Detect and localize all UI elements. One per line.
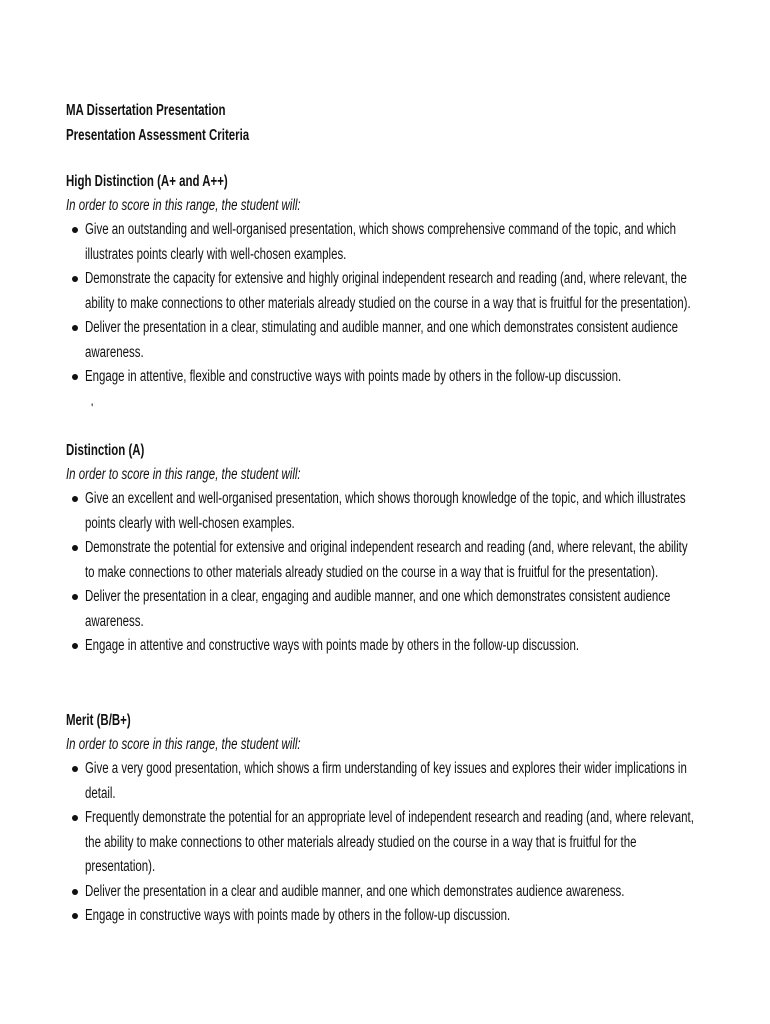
section-merit [66, 709, 746, 929]
list-item [66, 218, 746, 267]
list-item [66, 365, 746, 390]
bullet-icon [72, 276, 78, 282]
section-heading: Merit (B/B+) [66, 712, 131, 729]
section-intro: In order to score in this range, the student will: [66, 197, 301, 214]
section-heading: Distinction (A) [66, 442, 145, 459]
list-item-text: Give an excellent and well-organised presentation, which shows thorough knowledge of the topic, and which illustrates points clearly with well-chosen examples. [85, 490, 686, 532]
list-item [66, 634, 746, 659]
list-item [66, 487, 746, 536]
list-item-text: Deliver the presentation in a clear, stimulating and audible manner, and one which demonstrates consistent audience awareness. [85, 319, 678, 361]
section-high-distinction [66, 170, 746, 390]
list-item [66, 904, 746, 929]
list-item-text: Frequently demonstrate the potential for an appropriate level of independent research and reading (and, where relevant, the ability to make connections to other materials already studied on the course in a way that is fruitful for the presentation). [85, 809, 694, 875]
stray-mark: ' [91, 401, 94, 415]
list-item [66, 316, 746, 365]
list-item [66, 880, 746, 905]
document-header [66, 98, 726, 148]
bullet-icon [72, 766, 78, 772]
list-item [66, 806, 746, 880]
list-item-text: Give a very good presentation, which shows a firm understanding of key issues and explores their wider implications in detail. [85, 760, 687, 802]
list-item-text: Engage in constructive ways with points made by others in the follow-up discussion. [85, 907, 511, 924]
bullet-icon [72, 545, 78, 551]
list-item [66, 757, 746, 806]
list-item [66, 536, 746, 585]
section-intro: In order to score in this range, the student will: [66, 466, 301, 483]
criteria-list [66, 218, 746, 390]
list-item-text: Deliver the presentation in a clear and audible manner, and one which demonstrates audience awareness. [85, 882, 625, 900]
list-item-text: Demonstrate the capacity for extensive and highly original independent research and reading (and, where relevant, the ability to make connections to other materials already studied on the course in a way that is fruitful for the presentation). [85, 270, 691, 312]
document-subtitle: Presentation Assessment Criteria [66, 127, 250, 144]
bullet-icon [72, 325, 78, 331]
criteria-list [66, 757, 746, 929]
list-item-text: Engage in attentive, flexible and constructive ways with points made by others in the follow-up discussion. [85, 368, 622, 385]
bullet-icon [72, 815, 78, 821]
list-item-text: Engage in attentive and constructive ways with points made by others in the follow-up discussion. [85, 637, 580, 654]
bullet-icon [72, 594, 78, 600]
section-distinction [66, 439, 746, 659]
bullet-icon [72, 227, 78, 233]
list-item-text: Deliver the presentation in a clear, engaging and audible manner, and one which demonstrates consistent audience awareness. [85, 588, 671, 630]
list-item-text: Demonstrate the potential for extensive and original independent research and reading (and, where relevant, the ability to make connections to other materials already studied on the course in a way that is fruitful for the presentation). [85, 539, 688, 581]
bullet-icon [72, 889, 78, 895]
bullet-icon [72, 374, 78, 380]
document-title: MA Dissertation Presentation [66, 102, 226, 119]
section-heading: High Distinction (A+ and A++) [66, 173, 228, 190]
list-item [66, 267, 746, 316]
list-item-text: Give an outstanding and well-organised presentation, which shows comprehensive command of the topic, and which illustrates points clearly with well-chosen examples. [85, 221, 677, 263]
section-intro: In order to score in this range, the student will: [66, 736, 301, 753]
bullet-icon [72, 643, 78, 649]
list-item [66, 585, 746, 634]
bullet-icon [72, 913, 78, 919]
criteria-list [66, 487, 746, 659]
bullet-icon [72, 496, 78, 502]
